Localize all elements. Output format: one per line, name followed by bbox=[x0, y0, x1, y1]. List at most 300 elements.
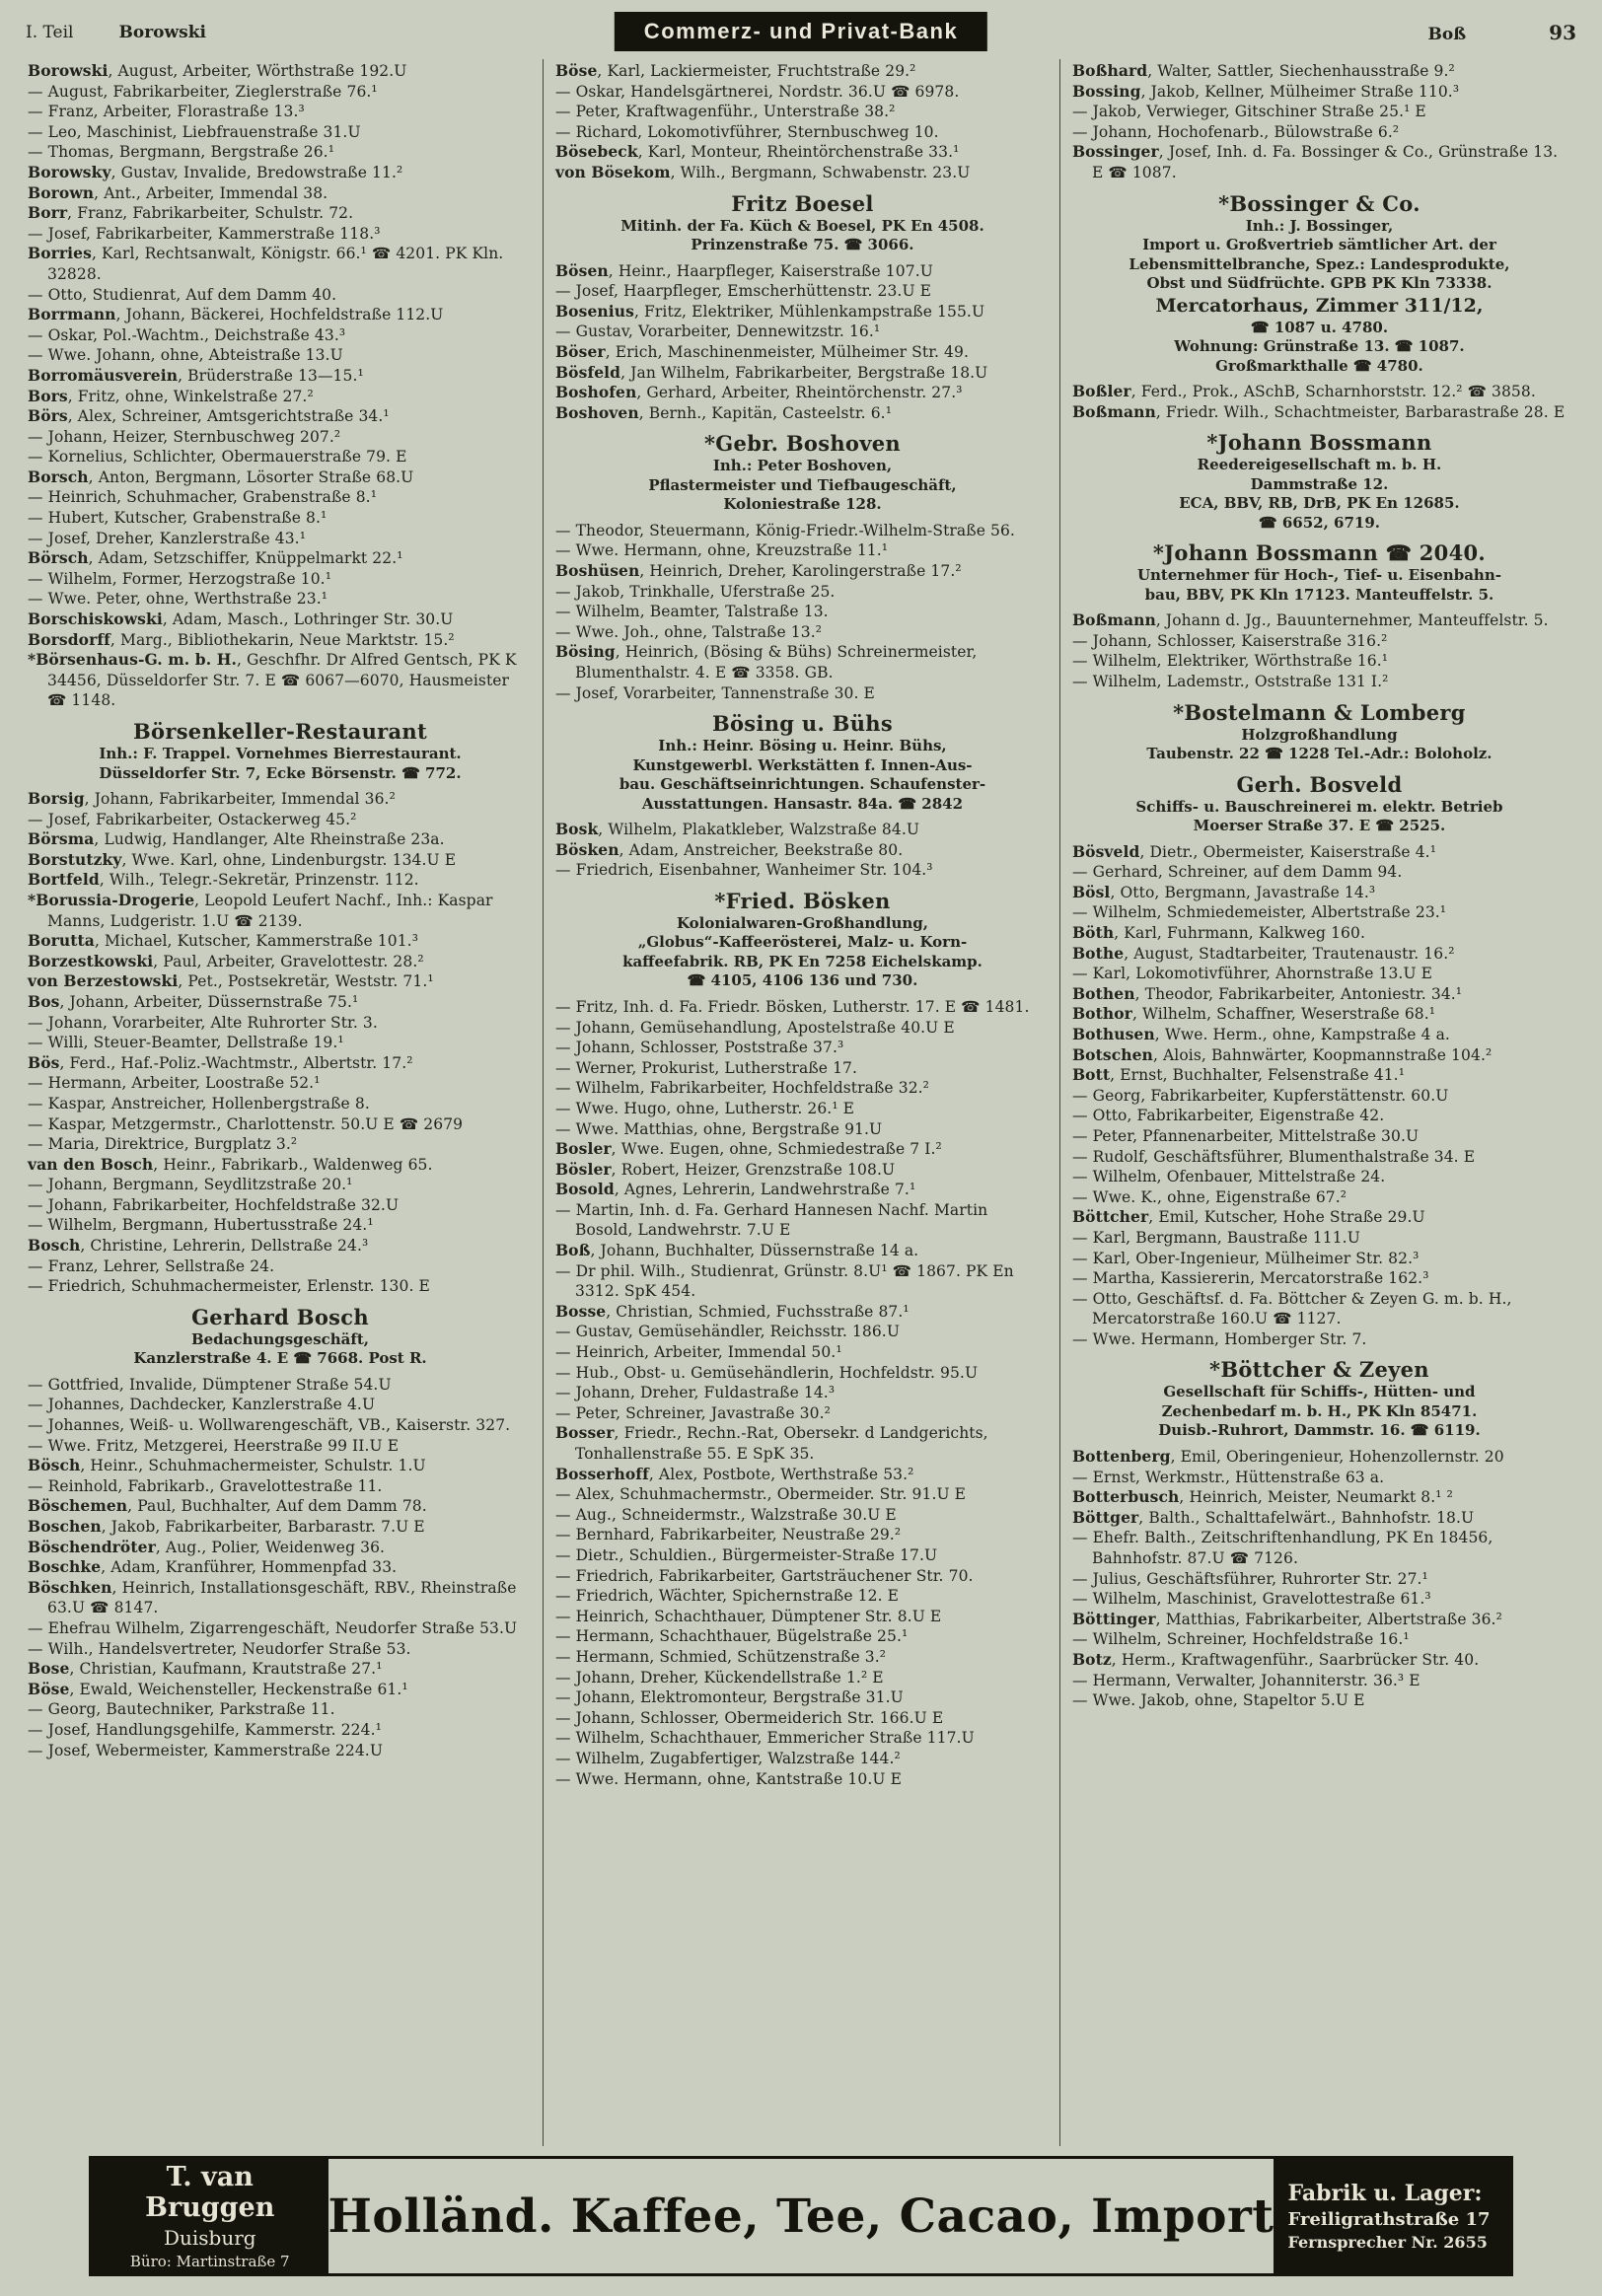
directory-columns bbox=[26, 59, 1576, 2146]
directory-entry: Borr, Franz, Fabrikarbeiter, Schulstr. 72. bbox=[28, 203, 354, 223]
ad-block-line: Kunstgewerbl. Werkstätten f. Innen-Aus- bbox=[632, 755, 973, 774]
directory-entry: Bott, Ernst, Buchhalter, Felsenstraße 41.¹ bbox=[1071, 1065, 1406, 1085]
surname: Boßmann bbox=[1071, 401, 1156, 421]
directory-entry: Bosk, Wilhelm, Plakatkleber, Walzstraße 84.U bbox=[554, 820, 920, 839]
surname: Boßler bbox=[1071, 382, 1131, 401]
surname: Börsch bbox=[28, 548, 89, 568]
directory-entry: Bösl, Otto, Bergmann, Javastraße 14.³ bbox=[1071, 882, 1376, 901]
surname: Bos bbox=[28, 991, 60, 1011]
directory-entry: Borsch, Anton, Bergmann, Lösorter Straße 68.U bbox=[28, 466, 414, 486]
directory-entry: von Berzestowski, Pet., Postsekretär, Weststr. 71.¹ bbox=[28, 971, 434, 991]
directory-entry: — Oskar, Pol.-Wachtm., Deichstraße 43.³ bbox=[28, 325, 346, 344]
directory-entry: — Peter, Schreiner, Javastraße 30.² bbox=[554, 1403, 831, 1422]
ad-block-line: Mitinh. der Fa. Küch & Boesel, PK En 4508. bbox=[620, 216, 984, 235]
ad-block-title: *Gebr. Boshoven bbox=[704, 431, 901, 457]
directory-entry: — Johann, Elektromonteur, Bergstraße 31.U bbox=[554, 1688, 904, 1707]
directory-entry: — Gottfried, Invalide, Dümptener Straße 54.U bbox=[28, 1375, 392, 1394]
directory-entry: — Friedrich, Schuhmachermeister, Erlenstr. 130. E bbox=[28, 1277, 430, 1296]
surname: Böth bbox=[1071, 923, 1115, 942]
directory-entry: Botterbusch, Heinrich, Meister, Neumarkt 8.¹ ² bbox=[1071, 1487, 1453, 1507]
directory-entry: Boßhard, Walter, Sattler, Siechenhausstraße 9.² bbox=[1071, 61, 1455, 80]
surname: Borown bbox=[28, 182, 95, 202]
directory-entry: — Josef, Webermeister, Kammerstraße 224.U bbox=[28, 1741, 383, 1759]
surname: Bose bbox=[28, 1659, 70, 1679]
surname: Börsma bbox=[28, 829, 95, 849]
directory-entry: Bosch, Christine, Lehrerin, Dellstraße 24.³ bbox=[28, 1236, 369, 1256]
ad-block-line: Duisb.-Ruhrort, Dammstr. 16. ☎ 6119. bbox=[1158, 1421, 1481, 1440]
ad-block-line: Dammstraße 12. bbox=[1250, 474, 1389, 493]
surname: Borr bbox=[28, 203, 68, 223]
directory-entry: — Johann, Gemüsehandlung, Apostelstraße 40.U E bbox=[554, 1018, 955, 1037]
directory-entry: Bothe, August, Stadtarbeiter, Trautenaustr. 16.² bbox=[1071, 943, 1455, 963]
directory-entry: Bortfeld, Wilh., Telegr.-Sekretär, Prinzenstr. 112. bbox=[28, 870, 419, 890]
directory-entry: — Wilhelm, Schreiner, Hochfeldstraße 16.¹ bbox=[1071, 1630, 1410, 1649]
surname: Bott bbox=[1071, 1065, 1111, 1085]
directory-entry: — Wilhelm, Ofenbauer, Mittelstraße 24. bbox=[1071, 1168, 1386, 1186]
directory-entry: — Wwe. Peter, ohne, Werthstraße 23.¹ bbox=[28, 590, 328, 609]
directory-ad-block bbox=[28, 718, 533, 783]
surname: Borstutzky bbox=[28, 849, 122, 869]
ad-block-line: ☎ 4105, 4106 136 und 730. bbox=[687, 971, 918, 990]
directory-entry: — Willi, Steuer-Beamter, Dellstraße 19.¹ bbox=[28, 1034, 344, 1052]
directory-entry: Bosse, Christian, Schmied, Fuchsstraße 87.¹ bbox=[554, 1301, 910, 1321]
page-number: 93 bbox=[1549, 21, 1576, 44]
directory-entry: von Bösekom, Wilh., Bergmann, Schwabenstr. 23.U bbox=[554, 162, 971, 181]
directory-entry: Borschiskowski, Adam, Masch., Lothringer Str. 30.U bbox=[28, 610, 454, 629]
surname: Bosse bbox=[554, 1301, 607, 1321]
ad-block-title: *Bossinger & Co. bbox=[1218, 190, 1420, 216]
advertiser-address-right bbox=[1274, 2159, 1510, 2273]
directory-entry: — Maria, Direktrice, Burgplatz 3.² bbox=[28, 1135, 298, 1154]
ad-block-title: *Johann Bossmann ☎ 2040. bbox=[1152, 540, 1487, 566]
advertiser-name: T. van Bruggen bbox=[145, 2162, 275, 2223]
ad-block-line: Bedachungsgeschäft, bbox=[190, 1329, 370, 1348]
ad-block-line: Inh.: Heinr. Bösing u. Heinr. Bühs, bbox=[658, 737, 947, 755]
directory-entry: — Wwe. Hermann, Homberger Str. 7. bbox=[1071, 1329, 1367, 1348]
directory-ad-block bbox=[1072, 1356, 1566, 1441]
ad-block-line: Kolonialwaren-Großhandlung, bbox=[676, 913, 928, 932]
ad-block-title: *Bostelmann & Lomberg bbox=[1173, 699, 1466, 725]
ad-block-title: Fritz Boesel bbox=[731, 190, 874, 216]
surname: Bothusen bbox=[1071, 1024, 1155, 1043]
surname: Bosenius bbox=[554, 301, 634, 321]
section-label: I. Teil bbox=[26, 23, 74, 42]
directory-entry: Borries, Karl, Rechtsanwalt, Königstr. 66.¹ ☎ 4201. PK Kln. 32828. bbox=[28, 244, 504, 283]
directory-entry: — Josef, Haarpfleger, Emscherhüttenstr. 23.U E bbox=[554, 282, 932, 301]
ad-block-line: kaffeefabrik. RB, PK En 7258 Eichelskamp. bbox=[622, 952, 983, 970]
directory-entry: — Gerhard, Schreiner, auf dem Damm 94. bbox=[1071, 863, 1403, 882]
ad-block-line: Großmarkthalle ☎ 4780. bbox=[1215, 356, 1423, 375]
surname: Borrmann bbox=[28, 305, 116, 324]
ad-block-line: Zechenbedarf m. b. H., PK Kln 85471. bbox=[1161, 1401, 1478, 1420]
directory-entry: — Otto, Fabrikarbeiter, Eigenstraße 42. bbox=[1071, 1107, 1385, 1125]
directory-entry: — Ehefrau Wilhelm, Zigarrengeschäft, Neudorfer Straße 53.U bbox=[28, 1618, 518, 1637]
directory-entry: — Johann, Schlosser, Kaiserstraße 316.² bbox=[1071, 631, 1388, 650]
surname: Bösen bbox=[554, 260, 609, 280]
directory-entry: — Heinrich, Arbeiter, Immendal 50.¹ bbox=[554, 1343, 842, 1362]
surname: Bosk bbox=[554, 820, 599, 839]
directory-entry: — Friedrich, Eisenbahner, Wanheimer Str. 104.³ bbox=[554, 861, 933, 880]
ad-block-line: Pflastermeister und Tiefbaugeschäft, bbox=[648, 475, 957, 494]
ad-block-line: Inh.: J. Bossinger, bbox=[1245, 216, 1394, 235]
directory-entry: — Wwe. Hugo, ohne, Lutherstr. 26.¹ E bbox=[554, 1099, 855, 1117]
directory-entry: Böth, Karl, Fuhrmann, Kalkweg 160. bbox=[1071, 923, 1366, 942]
directory-entry: — Rudolf, Geschäftsführer, Blumenthalstraße 34. E bbox=[1071, 1147, 1476, 1166]
surname: Böser bbox=[554, 341, 606, 361]
directory-entry: Borrmann, Johann, Bäckerei, Hochfeldstraße 112.U bbox=[28, 305, 444, 324]
directory-entry: — Wwe. Hermann, ohne, Kantstraße 10.U E bbox=[554, 1769, 902, 1788]
ad-block-line: bau. Geschäftseinrichtungen. Schaufenster- bbox=[619, 775, 986, 794]
surname: Böschemen bbox=[28, 1496, 128, 1516]
directory-entry: Botz, Herm., Kraftwagenführ., Saarbrücker Str. 40. bbox=[1071, 1649, 1480, 1669]
directory-entry: Bosenius, Fritz, Elektriker, Mühlenkampstraße 155.U bbox=[554, 301, 985, 321]
directory-ad-block bbox=[555, 888, 1050, 991]
directory-entry: Böse, Karl, Lackiermeister, Fruchtstraße 29.² bbox=[554, 61, 916, 80]
bank-banner-ad: Commerz- und Privat-Bank bbox=[615, 12, 987, 51]
directory-entry: Bose, Christian, Kaufmann, Krautstraße 27.¹ bbox=[28, 1659, 383, 1679]
surname: Bösch bbox=[28, 1456, 81, 1475]
directory-entry: Börs, Alex, Schreiner, Amtsgerichtstraße 34.¹ bbox=[28, 406, 390, 426]
directory-entry: — Karl, Lokomotivführer, Ahornstraße 13.U E bbox=[1071, 965, 1433, 983]
surname: Böttger bbox=[1071, 1507, 1139, 1527]
directory-entry: Böschken, Heinrich, Installationsgeschäft, RBV., Rheinstraße 63.U ☎ 8147. bbox=[28, 1577, 517, 1617]
surname: von Berzestowski bbox=[28, 971, 179, 991]
directory-entry: — Bernhard, Fabrikarbeiter, Neustraße 29.² bbox=[554, 1526, 902, 1544]
directory-entry: Borromäusverein, Brüderstraße 13—15.¹ bbox=[28, 365, 364, 385]
surname: Boß bbox=[554, 1241, 591, 1260]
surname: Bossinger bbox=[1071, 142, 1159, 162]
surname: Bösveld bbox=[1071, 841, 1140, 861]
ad-block-title: Gerh. Bosveld bbox=[1236, 771, 1403, 797]
ad-block-line: Koloniestraße 128. bbox=[723, 495, 882, 514]
directory-entry: — Dietr., Schuldien., Bürgermeister-Straße 17.U bbox=[554, 1545, 938, 1564]
ad-block-line: Mercatorhaus, Zimmer 311/12, bbox=[1155, 294, 1484, 317]
directory-entry: Boßmann, Johann d. Jg., Bauunternehmer, Manteuffelstr. 5. bbox=[1071, 610, 1549, 630]
surname: Bösler bbox=[554, 1159, 612, 1179]
factory-street: Freiligrathstraße 17 bbox=[1287, 2209, 1491, 2230]
directory-entry: — Johann, Schlosser, Poststraße 37.³ bbox=[554, 1039, 844, 1057]
directory-entry: — Johann, Bergmann, Seydlitzstraße 20.¹ bbox=[28, 1176, 353, 1194]
ad-block-line: Schiffs- u. Bauschreinerei m. elektr. Betrieb bbox=[1135, 797, 1503, 816]
surname: Böschendröter bbox=[28, 1537, 156, 1556]
directory-entry: — Wilhelm, Lademstr., Oststraße 131 I.² bbox=[1071, 673, 1389, 691]
directory-entry: — Otto, Geschäftsf. d. Fa. Böttcher & Zeyen G. m. b. H., Mercatorstraße 160.U ☎ 1127. bbox=[1071, 1289, 1512, 1328]
directory-entry: Bothor, Wilhelm, Schaffner, Weserstraße 68.¹ bbox=[1071, 1004, 1436, 1024]
directory-entry: — Kornelius, Schlichter, Obermauerstraße 79. E bbox=[28, 448, 407, 466]
ad-block-title: *Johann Bossmann bbox=[1206, 430, 1432, 456]
directory-entry: — Johann, Hochofenarb., Bülowstraße 6.² bbox=[1071, 122, 1400, 141]
directory-entry: Böttcher, Emil, Kutscher, Hohe Straße 29.U bbox=[1071, 1207, 1425, 1227]
directory-entry: — Josef, Handlungsgehilfe, Kammerstr. 224.¹ bbox=[28, 1720, 382, 1739]
surname: Bösebeck bbox=[554, 142, 638, 162]
directory-entry: — Hermann, Arbeiter, Loostraße 52.¹ bbox=[28, 1074, 321, 1093]
directory-entry: Botschen, Alois, Bahnwärter, Koopmannstraße 104.² bbox=[1071, 1044, 1493, 1064]
directory-entry: Bösing, Heinrich, (Bösing & Bühs) Schreinermeister, Blumenthalstr. 4. E ☎ 3358. GB. bbox=[554, 642, 978, 682]
left-guide-name: Borowski bbox=[118, 23, 206, 42]
ad-block-line: Holzgroßhandlung bbox=[1241, 725, 1398, 744]
directory-ad-block bbox=[1072, 190, 1566, 377]
directory-entry: van den Bosch, Heinr., Fabrikarb., Waldenweg 65. bbox=[28, 1154, 433, 1174]
directory-entry: — Julius, Geschäftsführer, Ruhrorter Str. 27.¹ bbox=[1071, 1569, 1428, 1588]
surname: Bothen bbox=[1071, 983, 1135, 1003]
footer-advertisement bbox=[89, 2156, 1513, 2276]
surname: Boshoven bbox=[554, 402, 639, 422]
surname: Bossing bbox=[1071, 81, 1141, 101]
ad-block-title: Börsenkeller-Restaurant bbox=[132, 719, 427, 744]
directory-entry: Borown, Ant., Arbeiter, Immendal 38. bbox=[28, 182, 328, 202]
directory-entry: — Johann, Vorarbeiter, Alte Ruhrorter Str. 3. bbox=[28, 1013, 378, 1032]
surname: Borutta bbox=[28, 931, 95, 951]
surname: *Börsenhaus-G. m. b. H. bbox=[28, 650, 237, 670]
directory-entry: — Wilh., Handelsvertreter, Neudorfer Straße 53. bbox=[28, 1639, 411, 1658]
directory-ad-block bbox=[1072, 771, 1566, 836]
ad-block-line: Ausstattungen. Hansastr. 84a. ☎ 2842 bbox=[641, 794, 964, 813]
surname: *Borussia-Drogerie bbox=[28, 890, 195, 909]
directory-entry: Böschemen, Paul, Buchhalter, Auf dem Damm 78. bbox=[28, 1496, 427, 1516]
surname: Borromäusverein bbox=[28, 365, 179, 385]
directory-entry: Bosler, Wwe. Eugen, ohne, Schmiedestraße 7 I.² bbox=[554, 1139, 942, 1159]
directory-entry: Borowski, August, Arbeiter, Wörthstraße 192.U bbox=[28, 61, 407, 80]
directory-entry: — Peter, Pfannenarbeiter, Mittelstraße 30.U bbox=[1071, 1126, 1420, 1145]
directory-entry: — Franz, Lehrer, Sellstraße 24. bbox=[28, 1256, 275, 1275]
directory-entry: — Johann, Dreher, Fuldastraße 14.³ bbox=[554, 1384, 836, 1402]
surname: Boshüsen bbox=[554, 561, 640, 580]
directory-entry: — Otto, Studienrat, Auf dem Damm 40. bbox=[28, 285, 337, 304]
directory-ad-block bbox=[1072, 539, 1566, 605]
ad-block-line: Wohnung: Grünstraße 13. ☎ 1087. bbox=[1174, 337, 1465, 356]
directory-entry: — Wwe. Matthias, ohne, Bergstraße 91.U bbox=[554, 1119, 883, 1138]
directory-entry: — Hermann, Schmied, Schützenstraße 3.² bbox=[554, 1647, 887, 1666]
ad-block-line: Lebensmittelbranche, Spez.: Landesprodukte, bbox=[1129, 254, 1510, 273]
surname: Bottenberg bbox=[1071, 1446, 1171, 1466]
directory-entry: Boschke, Adam, Kranführer, Hommenpfad 33. bbox=[28, 1557, 398, 1577]
directory-entry: — Wilhelm, Zugabfertiger, Walzstraße 144.² bbox=[554, 1749, 901, 1767]
surname: Borowsky bbox=[28, 162, 111, 181]
directory-entry: — Aug., Schneidermstr., Walzstraße 30.U E bbox=[554, 1505, 897, 1524]
directory-entry: — Wilhelm, Maschinist, Gravelottestraße 61.³ bbox=[1071, 1590, 1431, 1609]
surname: Bosser bbox=[554, 1423, 615, 1443]
directory-entry: — Martha, Kassiererin, Mercatorstraße 162.³ bbox=[1071, 1269, 1429, 1288]
directory-entry: — Fritz, Inh. d. Fa. Friedr. Bösken, Lutherstr. 17. E ☎ 1481. bbox=[554, 997, 1030, 1016]
directory-entry: Bösfeld, Jan Wilhelm, Fabrikarbeiter, Bergstraße 18.U bbox=[554, 362, 988, 382]
directory-entry: — Kaspar, Anstreicher, Hollenbergstraße 8. bbox=[28, 1094, 370, 1112]
directory-entry: Bösch, Heinr., Schuhmachermeister, Schulstr. 1.U bbox=[28, 1456, 426, 1475]
directory-entry: — Wwe. Fritz, Metzgerei, Heerstraße 99 II.U E bbox=[28, 1436, 400, 1455]
directory-entry: — Richard, Lokomotivführer, Sternbuschweg 10. bbox=[554, 122, 939, 141]
directory-entry: — Georg, Bautechniker, Parkstraße 11. bbox=[28, 1700, 335, 1719]
directory-entry: — Johann, Schlosser, Obermeiderich Str. 166.U E bbox=[554, 1708, 944, 1727]
directory-entry: — Thomas, Bergmann, Bergstraße 26.¹ bbox=[28, 143, 335, 162]
directory-entry: — Reinhold, Fabrikarb., Gravelottestraße 11. bbox=[28, 1476, 383, 1495]
directory-ad-block bbox=[555, 430, 1050, 515]
surname: Borsch bbox=[28, 466, 89, 486]
ad-block-line: Obst und Südfrüchte. GPB PK Kln 73338. bbox=[1146, 274, 1493, 293]
directory-entry: — Alex, Schuhmachermstr., Obermeider. Str. 91.U E bbox=[554, 1485, 967, 1504]
surname: Bothor bbox=[1071, 1004, 1132, 1024]
directory-entry: — Hermann, Verwalter, Johanniterstr. 36.³ E bbox=[1071, 1671, 1420, 1689]
directory-entry: — Jakob, Trinkhalle, Uferstraße 25. bbox=[554, 582, 836, 601]
directory-entry: — Friedrich, Wächter, Spichernstraße 12. E bbox=[554, 1587, 900, 1606]
ad-block-line: Düsseldorfer Str. 7, Ecke Börsenstr. ☎ 772. bbox=[99, 763, 462, 782]
directory-column bbox=[1059, 59, 1576, 2146]
directory-entry: — Josef, Vorarbeiter, Tannenstraße 30. E bbox=[554, 683, 875, 702]
surname: Bösl bbox=[1071, 882, 1111, 901]
surname: Bösing bbox=[554, 642, 616, 662]
ad-block-title: *Böttcher & Zeyen bbox=[1209, 1357, 1429, 1383]
directory-entry: Bottenberg, Emil, Oberingenieur, Hohenzollernstr. 20 bbox=[1071, 1446, 1504, 1466]
directory-entry: Borowsky, Gustav, Invalide, Bredowstraße 11.² bbox=[28, 162, 403, 181]
directory-entry: — Hub., Obst- u. Gemüsehändlerin, Hochfeldstr. 95.U bbox=[554, 1363, 979, 1382]
surname: Botschen bbox=[1071, 1044, 1153, 1064]
directory-entry: — Franz, Arbeiter, Florastraße 13.³ bbox=[28, 103, 305, 121]
ad-block-line: „Globus“-Kaffeerösterei, Malz- u. Korn- bbox=[637, 933, 968, 952]
surname: von Bösekom bbox=[554, 162, 671, 181]
directory-entry: Bösebeck, Karl, Monteur, Rheintörchenstraße 33.¹ bbox=[554, 142, 960, 162]
surname: Borowski bbox=[28, 61, 109, 80]
directory-entry: Boshofen, Gerhard, Arbeiter, Rheintörchenstr. 27.³ bbox=[554, 383, 963, 402]
surname: Böse bbox=[554, 61, 598, 80]
surname: van den Bosch bbox=[28, 1154, 154, 1174]
directory-entry: — Johann, Heizer, Sternbuschweg 207.² bbox=[28, 427, 341, 446]
directory-entry: Bös, Ferd., Haf.-Poliz.-Wachtmstr., Albertstr. 17.² bbox=[28, 1052, 413, 1072]
directory-entry: — Wwe. Hermann, ohne, Kreuzstraße 11.¹ bbox=[554, 541, 889, 560]
directory-entry: Boshoven, Bernh., Kapitän, Casteelstr. 6.¹ bbox=[554, 402, 893, 422]
directory-entry: — Ernst, Werkmstr., Hüttenstraße 63 a. bbox=[1071, 1468, 1385, 1486]
directory-entry: — Karl, Bergmann, Baustraße 111.U bbox=[1071, 1228, 1360, 1247]
surname: Borzestkowski bbox=[28, 951, 154, 970]
ad-block-line: Unternehmer für Hoch-, Tief- u. Eisenbahn- bbox=[1136, 566, 1501, 585]
directory-entry: Borutta, Michael, Kutscher, Kammerstraße 101.³ bbox=[28, 931, 419, 951]
factory-phone: Fernsprecher Nr. 2655 bbox=[1287, 2233, 1488, 2252]
directory-entry: — Kaspar, Metzgermstr., Charlottenstr. 50.U E ☎ 2679 bbox=[28, 1114, 464, 1133]
directory-entry: — Wwe. Joh., ohne, Talstraße 13.² bbox=[554, 622, 823, 641]
directory-entry: — Georg, Fabrikarbeiter, Kupferstättenstr. 60.U bbox=[1071, 1086, 1449, 1105]
directory-entry: Börsch, Adam, Setzschiffer, Knüppelmarkt 22.¹ bbox=[28, 548, 403, 568]
directory-entry: — Karl, Ober-Ingenieur, Mülheimer Str. 82.³ bbox=[1071, 1249, 1420, 1267]
directory-entry: — Wilhelm, Former, Herzogstraße 10.¹ bbox=[28, 569, 332, 588]
directory-entry: — Wwe. Johann, ohne, Abteistraße 13.U bbox=[28, 346, 343, 365]
surname: Boshofen bbox=[554, 383, 637, 402]
advertisement-headline: Holländ. Kaffee, Tee, Cacao, Import bbox=[328, 2188, 1274, 2244]
directory-entry: Bothusen, Wwe. Herm., ohne, Kampstraße 4 a. bbox=[1071, 1024, 1450, 1043]
directory-entry: — Gustav, Vorarbeiter, Dennewitzstr. 16.¹ bbox=[554, 323, 881, 341]
surname: Böttinger bbox=[1071, 1609, 1156, 1628]
ad-block-line: Inh.: F. Trappel. Vornehmes Bierrestaurant. bbox=[99, 745, 462, 762]
factory-label: Fabrik u. Lager: bbox=[1287, 2181, 1483, 2206]
ad-block-line: ☎ 1087 u. 4780. bbox=[1250, 318, 1389, 336]
advertiser-office: Büro: Martinstraße 7 bbox=[129, 2253, 290, 2270]
directory-ad-block bbox=[555, 190, 1050, 255]
directory-entry: — Johann, Fabrikarbeiter, Hochfeldstraße 32.U bbox=[28, 1195, 400, 1214]
directory-ad-block bbox=[1072, 429, 1566, 533]
ad-block-line: Taubenstr. 22 ☎ 1228 Tel.-Adr.: Boloholz. bbox=[1146, 745, 1493, 763]
directory-entry: Borsig, Johann, Fabrikarbeiter, Immendal 36.² bbox=[28, 789, 396, 808]
directory-entry: Bosserhoff, Alex, Postbote, Werthstraße 53.² bbox=[554, 1464, 914, 1483]
directory-entry: — Theodor, Steuermann, König-Friedr.-Wilhelm-Straße 56. bbox=[554, 521, 1015, 539]
directory-entry: Böse, Ewald, Weichensteller, Heckenstraße 61.¹ bbox=[28, 1679, 408, 1698]
directory-entry: — Johannes, Weiß- u. Wollwarengeschäft, VB., Kaiserstr. 327. bbox=[28, 1416, 511, 1435]
directory-ad-block bbox=[555, 710, 1050, 814]
ad-block-title: *Fried. Bösken bbox=[714, 888, 891, 913]
directory-entry: — Hubert, Kutscher, Grabenstraße 8.¹ bbox=[28, 509, 328, 528]
surname: Bös bbox=[28, 1052, 60, 1072]
page-header bbox=[26, 10, 1576, 55]
surname: Boschen bbox=[28, 1517, 102, 1536]
directory-entry: — August, Fabrikarbeiter, Zieglerstraße 76.¹ bbox=[28, 82, 378, 101]
directory-entry: — Friedrich, Fabrikarbeiter, Gartsträuchener Str. 70. bbox=[554, 1566, 974, 1585]
advertiser-city: Duisburg bbox=[163, 2226, 256, 2250]
directory-entry: — Dr phil. Wilh., Studienrat, Grünstr. 8.U¹ ☎ 1867. PK En 3312. SpK 454. bbox=[554, 1261, 1014, 1301]
directory-entry: Boshüsen, Heinrich, Dreher, Karolingerstraße 17.² bbox=[554, 561, 962, 580]
ad-block-line: Moerser Straße 37. E ☎ 2525. bbox=[1193, 817, 1446, 835]
surname: Böttcher bbox=[1071, 1207, 1149, 1227]
directory-entry: Bosser, Friedr., Rechn.-Rat, Obersekr. d Landgerichts, Tonhallenstraße 55. E SpK 35. bbox=[554, 1423, 988, 1463]
directory-entry: — Wilhelm, Fabrikarbeiter, Hochfeldstraße 32.² bbox=[554, 1079, 929, 1098]
surname: Borsdorff bbox=[28, 629, 110, 649]
directory-entry: Borsdorff, Marg., Bibliothekarin, Neue Marktstr. 15.² bbox=[28, 629, 455, 649]
directory-entry: Bösveld, Dietr., Obermeister, Kaiserstraße 4.¹ bbox=[1071, 841, 1437, 861]
directory-ad-block bbox=[28, 1304, 533, 1369]
directory-entry: — Wwe. Jakob, ohne, Stapeltor 5.U E bbox=[1071, 1691, 1365, 1710]
ad-block-line: Inh.: Peter Boshoven, bbox=[712, 457, 893, 475]
directory-entry: — Leo, Maschinist, Liebfrauenstraße 31.U bbox=[28, 122, 361, 141]
directory-entry: — Wilhelm, Beamter, Talstraße 13. bbox=[554, 603, 829, 621]
surname: Bosch bbox=[28, 1236, 81, 1256]
surname: Bothe bbox=[1071, 943, 1125, 963]
surname: Bosler bbox=[554, 1139, 612, 1159]
directory-entry: — Wwe. K., ohne, Eigenstraße 67.² bbox=[1071, 1187, 1347, 1206]
ad-block-line: Gesellschaft für Schiffs-, Hütten- und bbox=[1163, 1383, 1476, 1401]
directory-entry: — Oskar, Handelsgärtnerei, Nordstr. 36.U ☎ 6978. bbox=[554, 82, 960, 101]
ad-block-title: Gerhard Bosch bbox=[191, 1304, 369, 1329]
ad-block-line: ECA, BBV, RB, DrB, PK En 12685. bbox=[1179, 494, 1460, 513]
directory-entry: Böttinger, Matthias, Fabrikarbeiter, Albertstraße 36.² bbox=[1071, 1609, 1502, 1628]
directory-entry: Bösler, Robert, Heizer, Grenzstraße 108.U bbox=[554, 1159, 896, 1179]
directory-column bbox=[26, 59, 543, 2146]
surname: Böse bbox=[28, 1679, 70, 1698]
ad-block-line: ☎ 6652, 6719. bbox=[1258, 513, 1380, 532]
directory-entry: — Josef, Fabrikarbeiter, Ostackerweg 45.² bbox=[28, 810, 357, 828]
directory-entry: Börsma, Ludwig, Handlanger, Alte Rheinstraße 23a. bbox=[28, 829, 445, 849]
directory-entry: — Werner, Prokurist, Lutherstraße 17. bbox=[554, 1058, 858, 1077]
directory-column bbox=[543, 59, 1059, 2146]
directory-entry: Bossinger, Josef, Inh. d. Fa. Bossinger & Co., Grünstraße 13. E ☎ 1087. bbox=[1071, 142, 1559, 181]
directory-entry: Böttger, Balth., Schalttafelwärt., Bahnhofstr. 18.U bbox=[1071, 1507, 1475, 1527]
surname: Bösfeld bbox=[554, 362, 621, 382]
surname: Bösken bbox=[554, 839, 619, 859]
directory-entry: Böschendröter, Aug., Polier, Weidenweg 36. bbox=[28, 1537, 386, 1556]
directory-entry: — Gustav, Gemüsehändler, Reichsstr. 186.U bbox=[554, 1323, 900, 1341]
advertiser-address-left bbox=[92, 2159, 328, 2273]
directory-entry: Borstutzky, Wwe. Karl, ohne, Lindenburgstr. 134.U E bbox=[28, 849, 457, 869]
surname: Borsig bbox=[28, 789, 85, 808]
directory-entry: — Josef, Fabrikarbeiter, Kammerstraße 118.³ bbox=[28, 224, 381, 243]
ad-block-line: Kanzlerstraße 4. E ☎ 7668. Post R. bbox=[133, 1349, 427, 1368]
ad-block-line: Reedereigesellschaft m. b. H. bbox=[1197, 456, 1442, 474]
directory-entry: Bossing, Jakob, Kellner, Mülheimer Straße 110.³ bbox=[1071, 81, 1460, 101]
directory-entry: Bos, Johann, Arbeiter, Düssernstraße 75.¹ bbox=[28, 991, 359, 1011]
surname: Bors bbox=[28, 386, 68, 405]
directory-entry: — Wilhelm, Elektriker, Wörthstraße 16.¹ bbox=[1071, 652, 1389, 671]
ad-block-line: Prinzenstraße 75. ☎ 3066. bbox=[691, 236, 914, 254]
directory-entry: Böser, Erich, Maschinenmeister, Mülheimer Str. 49. bbox=[554, 341, 969, 361]
surname: Bortfeld bbox=[28, 870, 100, 890]
surname: Boßhard bbox=[1071, 61, 1148, 80]
directory-entry: Bors, Fritz, ohne, Winkelstraße 27.² bbox=[28, 386, 314, 405]
surname: Börs bbox=[28, 406, 68, 426]
surname: Boßmann bbox=[1071, 610, 1156, 630]
directory-entry: Boschen, Jakob, Fabrikarbeiter, Barbarastr. 7.U E bbox=[28, 1517, 425, 1536]
